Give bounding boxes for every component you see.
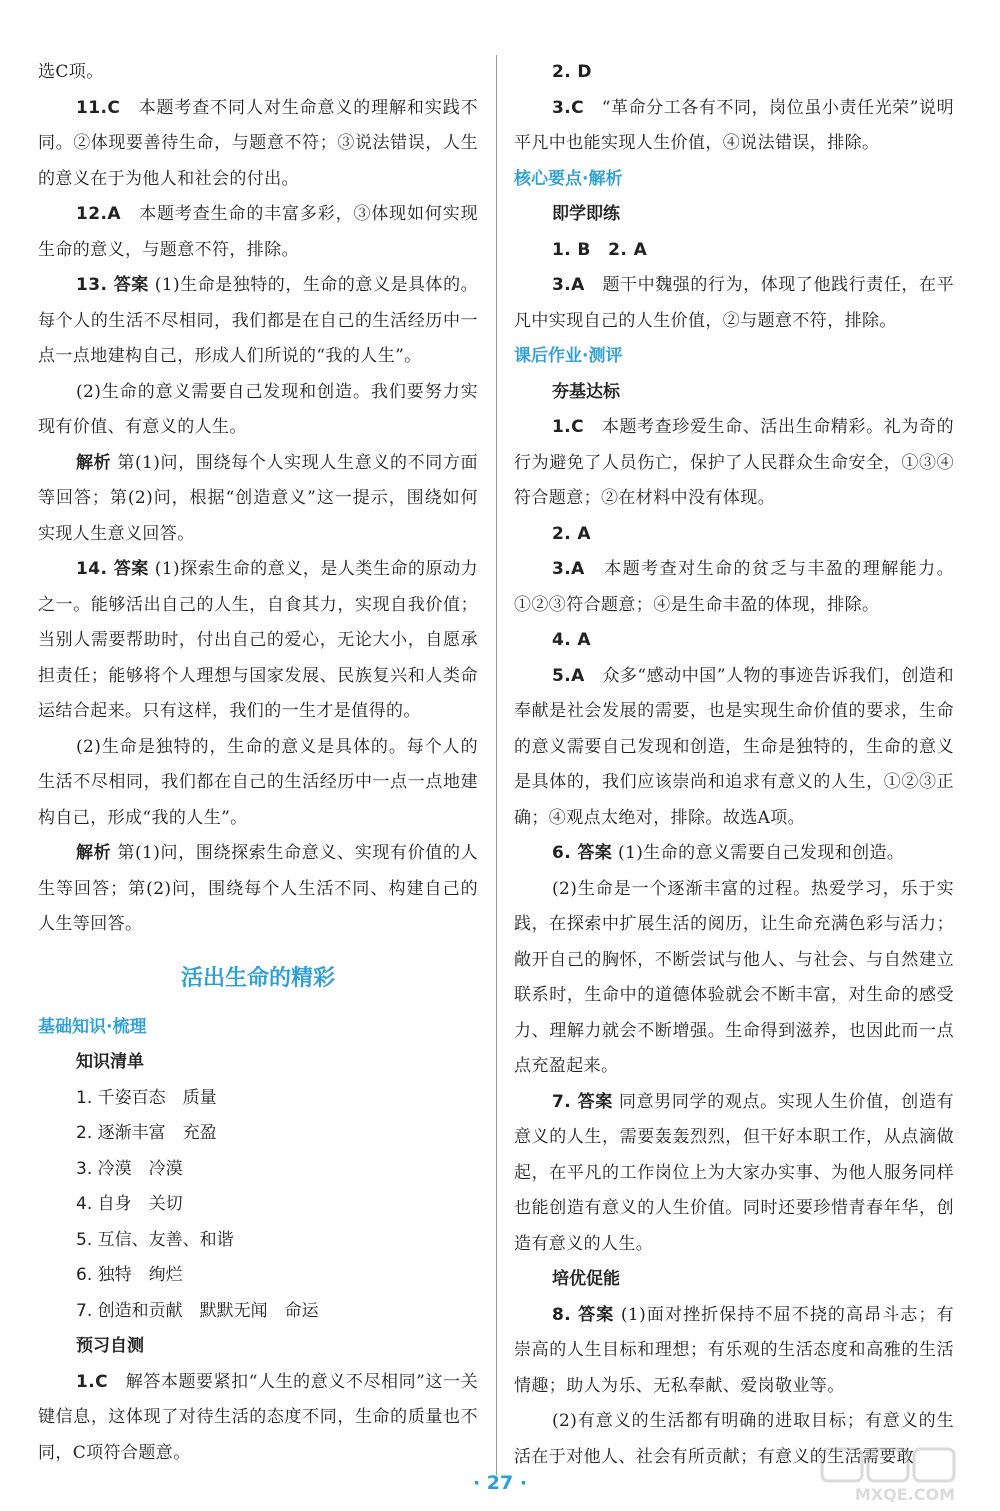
subheading-advanced: 培优促能	[552, 1269, 620, 1289]
homework-answer-7: 7. 答案 同意男同学的观点。实现人生价值，创造有意义的人生，需要轰轰烈烈，但干好本职工作，从点滴做起，在平凡的工作岗位上为大家办实事、为他人服务同样也能创造有意义的人生价值。同时还要珍惜青春年华，创造有意义的人生。	[514, 1091, 954, 1254]
homework-answer-8-part1: 8. 答案 (1)面对挫折保持不屈不挠的高昂斗志；有崇高的人生目标和理想；有乐观的生活态度和高雅的生活情趣；助人为乐、无私奉献、爱岗敬业等。	[514, 1304, 954, 1396]
page-number: · 27 ·	[472, 1472, 528, 1494]
section-heading-basic: 基础知识·梳理	[38, 1016, 147, 1037]
list-item: 7. 创造和贡献 默默无闻 命运	[76, 1300, 319, 1321]
knowledge-list	[38, 1081, 478, 1330]
watermark-logo-icon	[820, 1445, 990, 1505]
answer-3: 3.C “革命分工各有不同，岗位虽小责任光荣”说明平凡中也能实现人生价值，④说法错误，排除。	[514, 97, 954, 153]
homework-answer-6-part1: 6. 答案 (1)生命的意义需要自己发现和创造。	[552, 843, 905, 863]
answer-11: 11.C 本题考查不同人对生命意义的理解和实践不同。②体现要善待生命，与题意不符；③说法错误，人生的意义在于为他人和社会的付出。	[38, 97, 478, 189]
list-item: 3. 冷漠 冷漠	[76, 1158, 183, 1179]
answer-12: 12.A 本题考查生命的丰富多彩，③体现如何实现生命的意义，与题意不符，排除。	[38, 204, 478, 260]
subheading-knowledge-list: 知识清单	[76, 1052, 144, 1072]
list-item: 4. 自身 关切	[76, 1194, 183, 1214]
answer-13-part1: 13. 答案 (1)生命是独特的，生命的意义是具体的。每个人的生活不尽相同，我们都是在自己的生活经历中一点一点地建构自己，形成人们所说的“我的人生”。	[38, 275, 478, 366]
continuation-line: 选C项。	[38, 62, 104, 82]
answer-13-part2: (2)生命的意义需要自己发现和创造。我们要努力实现有价值、有意义的人生。	[38, 381, 478, 437]
homework-answer-2: 2. A	[552, 523, 591, 544]
answer-14-part2: (2)生命是独特的，生命的意义是具体的。每个人的生活不尽相同，我们都在自己的生活经历中一点一点地建构自己，形成“我的人生”。	[38, 736, 478, 828]
homework-answer-8-part2: (2)有意义的生活都有明确的进取目标；有意义的生活在于对他人、社会有所贡献；有意义的生活需要敢	[514, 1411, 954, 1467]
homework-answer-5: 5.A 众多“感动中国”人物的事迹告诉我们，创造和奉献是社会发展的需要，也是实现生命价值的要求，生命的意义需要自己发现和创造，生命是独特的，生命的意义是具体的，我们应该崇尚和追求有意义的人生，①②③正确；④观点太绝对，排除。故选A项。	[514, 665, 954, 828]
lesson-title: 活出生命的精彩	[180, 965, 335, 991]
practice-answer-3: 3.A 题干中魏强的行为，体现了他践行责任，在平凡中实现自己的人生价值，②与题意不符，排除。	[514, 275, 954, 331]
svg-text:MXQE.COM: MXQE.COM	[854, 1485, 956, 1504]
list-item: 6. 独特 绚烂	[76, 1265, 183, 1285]
list-item: 5. 互信、友善、和谐	[76, 1229, 234, 1250]
list-item: 2. 逐渐丰富 充盈	[76, 1123, 217, 1143]
section-heading-homework: 课后作业·测评	[514, 346, 623, 366]
subheading-foundation: 夯基达标	[552, 381, 620, 402]
analysis-13: 解析 第(1)问，围绕每个人实现人生意义的不同方面等回答；第(2)问，根据“创造意义”这一提示，围绕如何实现人生意义回答。	[38, 452, 478, 544]
answer-14-part1: 14. 答案 (1)探索生命的意义，是人类生命的原动力之一。能够活出自己的人生，自食其力，实现自我价值；当别人需要帮助时，付出自己的爱心，无论大小，自愿承担责任；能够将个人理想与国家发展、民族复兴和人类命运结合起来。只有这样，我们的一生才是值得的。	[38, 559, 478, 721]
practice-answers-1-2: 1. B 2. A	[552, 239, 648, 260]
preview-answer-1: 1.C 解答本题要紧扣“人生的意义不尽相同”这一关键信息，这体现了对待生活的态度不同，生命的质量也不同，C项符合题意。	[38, 1371, 478, 1463]
list-item: 1. 千姿百态 质量	[76, 1087, 217, 1108]
left-column	[38, 55, 478, 1471]
analysis-14: 解析 第(1)问，围绕探索生命意义、实现有价值的人生等回答；第(2)问，围绕每个人生活不同、构建自己的人生等回答。	[38, 843, 478, 934]
section-heading-core: 核心要点·解析	[514, 168, 623, 189]
homework-answer-4: 4. A	[552, 630, 591, 650]
right-column	[514, 55, 954, 1475]
subheading-preview-test: 预习自测	[76, 1336, 144, 1356]
subheading-practice: 即学即练	[552, 204, 620, 224]
homework-answer-6-part2: (2)生命是一个逐渐丰富的过程。热爱学习，乐于实践，在探索中扩展生活的阅历，让生命充满色彩与活力；敞开自己的胸怀，不断尝试与他人、与社会、与自然建立联系时，生命中的道德体验就会不断丰富，对生命的感受力、理解力就会不断增强。生命得到滋养，也因此而一点点充盈起来。	[514, 878, 954, 1076]
answer-2: 2. D	[552, 62, 592, 82]
homework-answer-1: 1.C 本题考查珍爱生命、活出生命精彩。礼为奇的行为避免了人员伤亡，保护了人民群众生命安全，①③④符合题意；②在材料中没有体现。	[514, 417, 954, 508]
homework-answer-3: 3.A 本题考查对生命的贫乏与丰盈的理解能力。①②③符合题意；④是生命丰盈的体现，排除。	[514, 559, 954, 615]
column-divider	[496, 55, 497, 1475]
